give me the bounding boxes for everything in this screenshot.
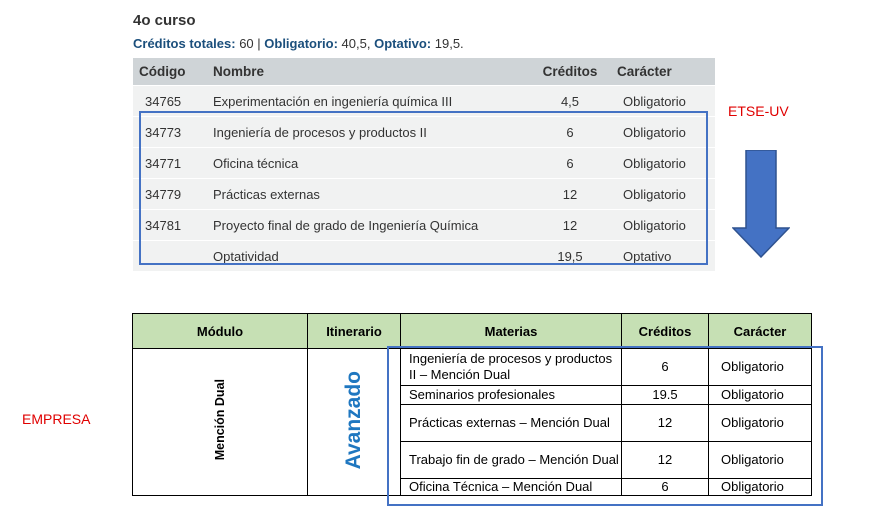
course-credits: 4,5 — [529, 86, 611, 117]
course-code: 34773 — [133, 117, 207, 148]
etse-uv-label: ETSE-UV — [728, 103, 789, 119]
subject-credits: 6 — [622, 349, 709, 386]
subject-credits: 12 — [622, 405, 709, 442]
header-modulo: Módulo — [133, 314, 308, 349]
header-caracter: Carácter — [709, 314, 812, 349]
table-header-row — [133, 314, 812, 349]
obligatorio-label: Obligatorio: — [264, 36, 338, 51]
optativo-label: Optativo: — [374, 36, 432, 51]
down-arrow-icon — [732, 150, 790, 258]
table-header-row — [133, 58, 715, 86]
course-credits: 12 — [529, 179, 611, 210]
subject-character: Obligatorio — [709, 479, 812, 496]
header-codigo: Código — [133, 58, 207, 86]
course-character: Obligatorio — [611, 86, 715, 117]
subject-character: Obligatorio — [709, 442, 812, 479]
header-caracter: Carácter — [611, 58, 715, 86]
course-name: Proyecto final de grado de Ingeniería Química — [207, 210, 529, 241]
subject-name: Ingeniería de procesos y productos II – Mención Dual — [401, 349, 622, 386]
course-name: Prácticas externas — [207, 179, 529, 210]
subject-credits: 12 — [622, 442, 709, 479]
course-code: 34779 — [133, 179, 207, 210]
course-code: 34771 — [133, 148, 207, 179]
course-character: Obligatorio — [611, 117, 715, 148]
module-name: Mención Dual — [213, 379, 227, 461]
course-character: Obligatorio — [611, 179, 715, 210]
course-code: 34781 — [133, 210, 207, 241]
credits-summary — [133, 36, 464, 51]
total-credits-label: Créditos totales: — [133, 36, 236, 51]
course-name: Oficina técnica — [207, 148, 529, 179]
subject-name: Seminarios profesionales — [401, 386, 622, 405]
header-materias: Materias — [401, 314, 622, 349]
course-character: Obligatorio — [611, 210, 715, 241]
subject-character: Obligatorio — [709, 405, 812, 442]
highlight-box-university — [139, 111, 708, 265]
subject-name: Trabajo fin de grado – Mención Dual — [401, 442, 622, 479]
subject-credits: 19.5 — [622, 386, 709, 405]
course-name: Optatividad — [207, 241, 529, 272]
header-itinerario: Itinerario — [308, 314, 401, 349]
course-credits: 6 — [529, 148, 611, 179]
header-nombre: Nombre — [207, 58, 529, 86]
course-credits: 19,5 — [529, 241, 611, 272]
subject-character: Obligatorio — [709, 386, 812, 405]
header-creditos: Créditos — [622, 314, 709, 349]
highlight-box-company — [387, 346, 823, 506]
subject-name: Oficina Técnica – Mención Dual — [401, 479, 622, 496]
header-creditos: Créditos — [529, 58, 611, 86]
course-credits: 12 — [529, 210, 611, 241]
course-credits: 6 — [529, 117, 611, 148]
course-name: Ingeniería de procesos y productos II — [207, 117, 529, 148]
course-code: 34765 — [133, 86, 207, 117]
subject-credits: 6 — [622, 479, 709, 496]
obligatorio-value: 40,5, — [337, 36, 375, 51]
course-character: Obligatorio — [611, 148, 715, 179]
course-name: Experimentación en ingeniería química III — [207, 86, 529, 117]
empresa-label: EMPRESA — [22, 411, 91, 427]
total-credits-value: 60 | — [235, 36, 265, 51]
course-character: Optativo — [611, 241, 715, 272]
subject-name: Prácticas externas – Mención Dual — [401, 405, 622, 442]
optativo-value: 19,5. — [431, 36, 464, 51]
itinerary-name: Avanzado — [342, 370, 365, 470]
subject-character: Obligatorio — [709, 349, 812, 386]
course-title: 4o curso — [133, 12, 196, 29]
module-cell — [133, 349, 308, 496]
